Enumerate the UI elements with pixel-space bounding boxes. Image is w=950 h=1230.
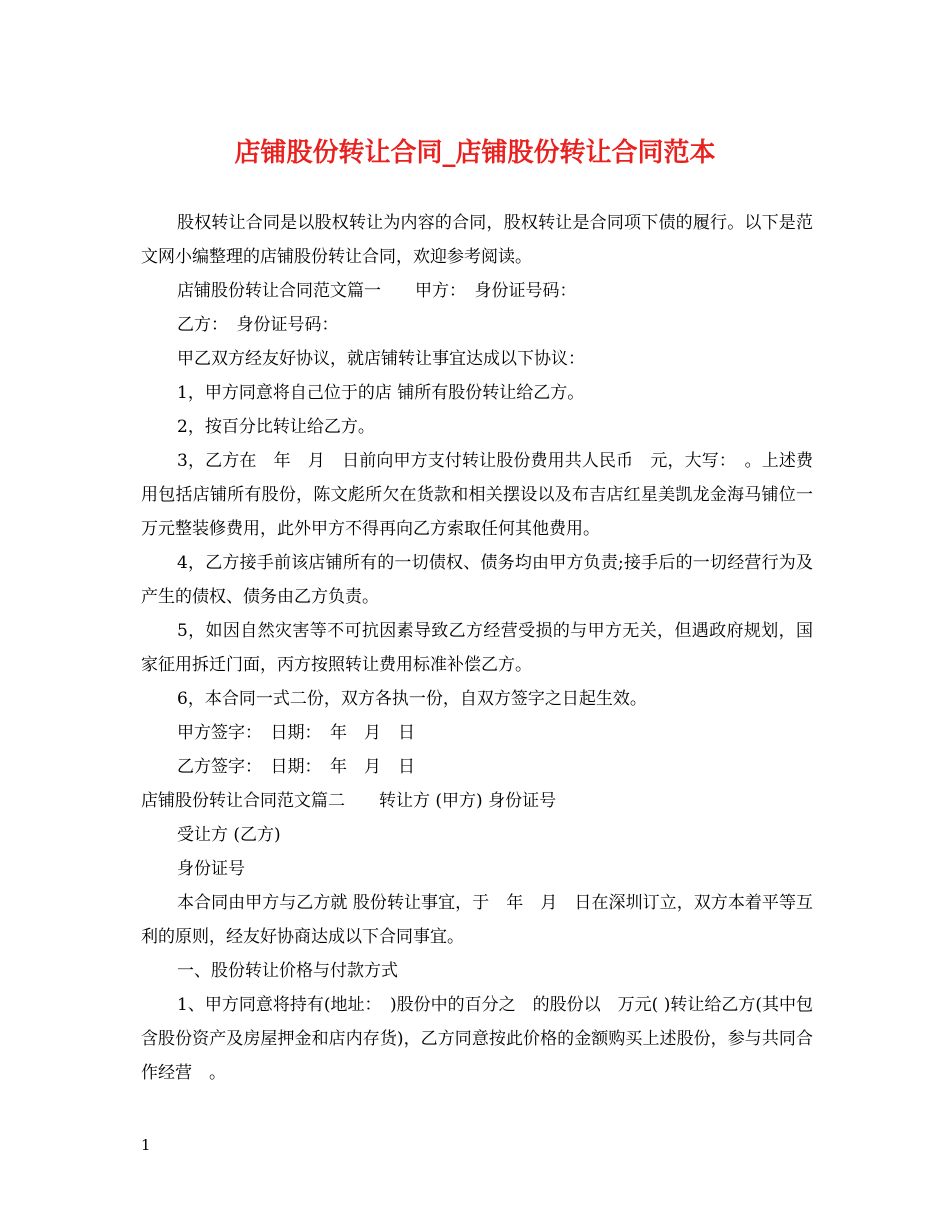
section-heading-price-payment: 一、股份转让价格与付款方式 — [177, 961, 398, 981]
clause-1: 1，甲方同意将自己位于的店 铺所有股份转让给乙方。 — [177, 383, 585, 403]
clause-6: 6，本合同一式二份，双方各执一份，自双方签字之日起生效。 — [177, 689, 647, 709]
paragraph-agreement-intro: 甲乙双方经友好协议，就店铺转让事宜达成以下协议： — [177, 349, 585, 369]
paragraph-party-b-id: 乙方： 身份证号码： — [177, 315, 339, 335]
party-b-signature-line: 乙方签字： 日期： 年 月 日 — [177, 757, 415, 777]
paragraph-sample-one-header: 店铺股份转让合同范文篇一 甲方： 身份证号码： — [177, 281, 577, 301]
paragraph-transferee: 受让方 (乙方) — [177, 825, 281, 845]
section-1-clause-1: 1、甲方同意将持有(地址： )股份中的百分之 的股份以 万元( )转让给乙方(其中包含股份资产及房屋押金和店内存货)，乙方同意按此价格的金额购买上述股份，参与共同合作经营 。 — [141, 995, 813, 1083]
clause-3: 3，乙方在 年 月 日前向甲方支付转让股份费用共人民币 元，大写： 。上述费用包括店铺所有股份，陈文彪所欠在货款和相关摆设以及布吉店红星美凯龙金海马铺位一万元整装修费用，此外甲方不得再向乙方索取任何其他费用。 — [141, 451, 813, 539]
party-a-signature-line: 甲方签字： 日期： 年 月 日 — [177, 723, 415, 743]
document-title: 店铺股份转让合同_店铺股份转让合同范本 — [234, 138, 716, 168]
paragraph-contract-preamble: 本合同由甲方与乙方就 股份转让事宜，于 年 月 日在深圳订立，双方本着平等互利的原则，经友好协商达成以下合同事宜。 — [141, 893, 813, 947]
paragraph-intro: 股权转让合同是以股权转让为内容的合同，股权转让是合同项下债的履行。以下是范文网小编整理的店铺股份转让合同，欢迎参考阅读。 — [141, 213, 813, 267]
paragraph-sample-two-header: 店铺股份转让合同范文篇二 转让方 (甲方) 身份证号 — [141, 791, 557, 811]
page-number: 1 — [141, 1136, 151, 1154]
document-body — [141, 206, 813, 1090]
clause-4: 4，乙方接手前该店铺所有的一切债权、债务均由甲方负责;接手后的一切经营行为及产生的债权、债务由乙方负责。 — [141, 553, 813, 607]
clause-5: 5，如因自然灾害等不可抗因素导致乙方经营受损的与甲方无关，但遇政府规划，国家征用拆迁门面，丙方按照转让费用标准补偿乙方。 — [141, 621, 813, 675]
clause-2: 2，按百分比转让给乙方。 — [177, 417, 375, 437]
paragraph-id-number: 身份证号 — [177, 859, 245, 879]
